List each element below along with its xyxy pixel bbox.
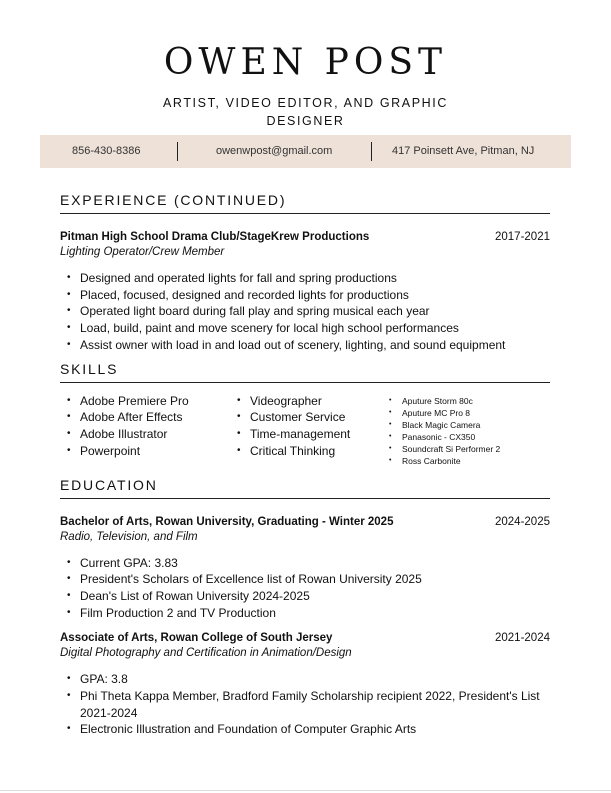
divider bbox=[371, 142, 372, 161]
equipment: • Panasonic - CX350 bbox=[382, 431, 532, 443]
email[interactable]: owenwpost@gmail.com bbox=[216, 145, 333, 157]
skill: • Adobe Premiere Pro bbox=[60, 393, 230, 410]
section-experience: EXPERIENCE (CONTINUED) bbox=[60, 192, 550, 214]
skill: • Adobe Illustrator bbox=[60, 426, 230, 443]
bullet: • Current GPA: 3.83 bbox=[60, 555, 550, 572]
bullet: • Phi Theta Kappa Member, Bradford Family Scholarship recipient 2022, President's List 2021-2024 bbox=[60, 688, 550, 721]
bullet: • Electronic Illustration and Foundation of Computer Graphic Arts bbox=[60, 721, 550, 738]
divider bbox=[177, 142, 178, 161]
address: 417 Poinsett Ave, Pitman, NJ bbox=[392, 145, 535, 157]
entry-role: Lighting Operator/Crew Member bbox=[60, 246, 225, 258]
entry-org: Bachelor of Arts, Rowan University, Graduating - Winter 2025 bbox=[60, 515, 394, 528]
bullet: • Load, build, paint and move scenery for local high school performances bbox=[60, 320, 550, 337]
equipment: • Soundcraft Si Performer 2 bbox=[382, 443, 532, 455]
entry-dates: 2017-2021 bbox=[495, 231, 550, 243]
bullet: • Operated light board during fall play and spring musical each year bbox=[60, 303, 550, 320]
skill: • Customer Service bbox=[230, 409, 400, 426]
section-education: EDUCATION bbox=[60, 477, 550, 499]
equipment: • Aputure Storm 80c bbox=[382, 395, 532, 407]
equipment: • Black Magic Camera bbox=[382, 419, 532, 431]
bullet: • President's Scholars of Excellence list of Rowan University 2025 bbox=[60, 571, 550, 588]
bullet: • Placed, focused, designed and recorded lights for productions bbox=[60, 287, 550, 304]
skill: • Adobe After Effects bbox=[60, 409, 230, 426]
candidate-name: OWEN POST bbox=[163, 42, 448, 83]
equipment: • Aputure MC Pro 8 bbox=[382, 407, 532, 419]
bullet: • Designed and operated lights for fall and spring productions bbox=[60, 270, 550, 287]
education-entry bbox=[60, 515, 550, 622]
experience-entry bbox=[60, 230, 550, 354]
bullet: • Dean's List of Rowan University 2024-2025 bbox=[60, 588, 550, 605]
entry-dates: 2024-2025 bbox=[495, 515, 550, 528]
page-edge bbox=[0, 790, 611, 791]
entry-org: Pitman High School Drama Club/StageKrew Productions bbox=[60, 231, 370, 243]
phone: 856-430-8386 bbox=[72, 145, 141, 157]
section-skills: SKILLS bbox=[60, 361, 550, 383]
entry-org: Associate of Arts, Rowan College of South Jersey bbox=[60, 632, 333, 645]
skill: • Videographer bbox=[230, 393, 400, 410]
contact-bar bbox=[40, 135, 571, 168]
bullet: • GPA: 3.8 bbox=[60, 671, 550, 688]
candidate-title: ARTIST, VIDEO EDITOR, AND GRAPHIC DESIGNER bbox=[162, 96, 449, 128]
skills-list bbox=[60, 393, 550, 467]
entry-dates: 2021-2024 bbox=[495, 632, 550, 645]
equipment: • Ross Carbonite bbox=[382, 455, 532, 467]
bullet: • Assist owner with load in and load out of scenery, lighting, and sound equipment bbox=[60, 337, 550, 354]
entry-role: Radio, Television, and Film bbox=[60, 530, 198, 543]
entry-bullets bbox=[60, 671, 550, 738]
skill: • Critical Thinking bbox=[230, 443, 400, 460]
entry-bullets bbox=[60, 270, 550, 354]
bullet: • Film Production 2 and TV Production bbox=[60, 605, 550, 622]
entry-role: Digital Photography and Certification in Animation/Design bbox=[60, 647, 352, 660]
entry-bullets bbox=[60, 555, 550, 622]
education-entry bbox=[60, 631, 550, 738]
skill: • Time-management bbox=[230, 426, 400, 443]
skill: • Powerpoint bbox=[60, 443, 230, 460]
